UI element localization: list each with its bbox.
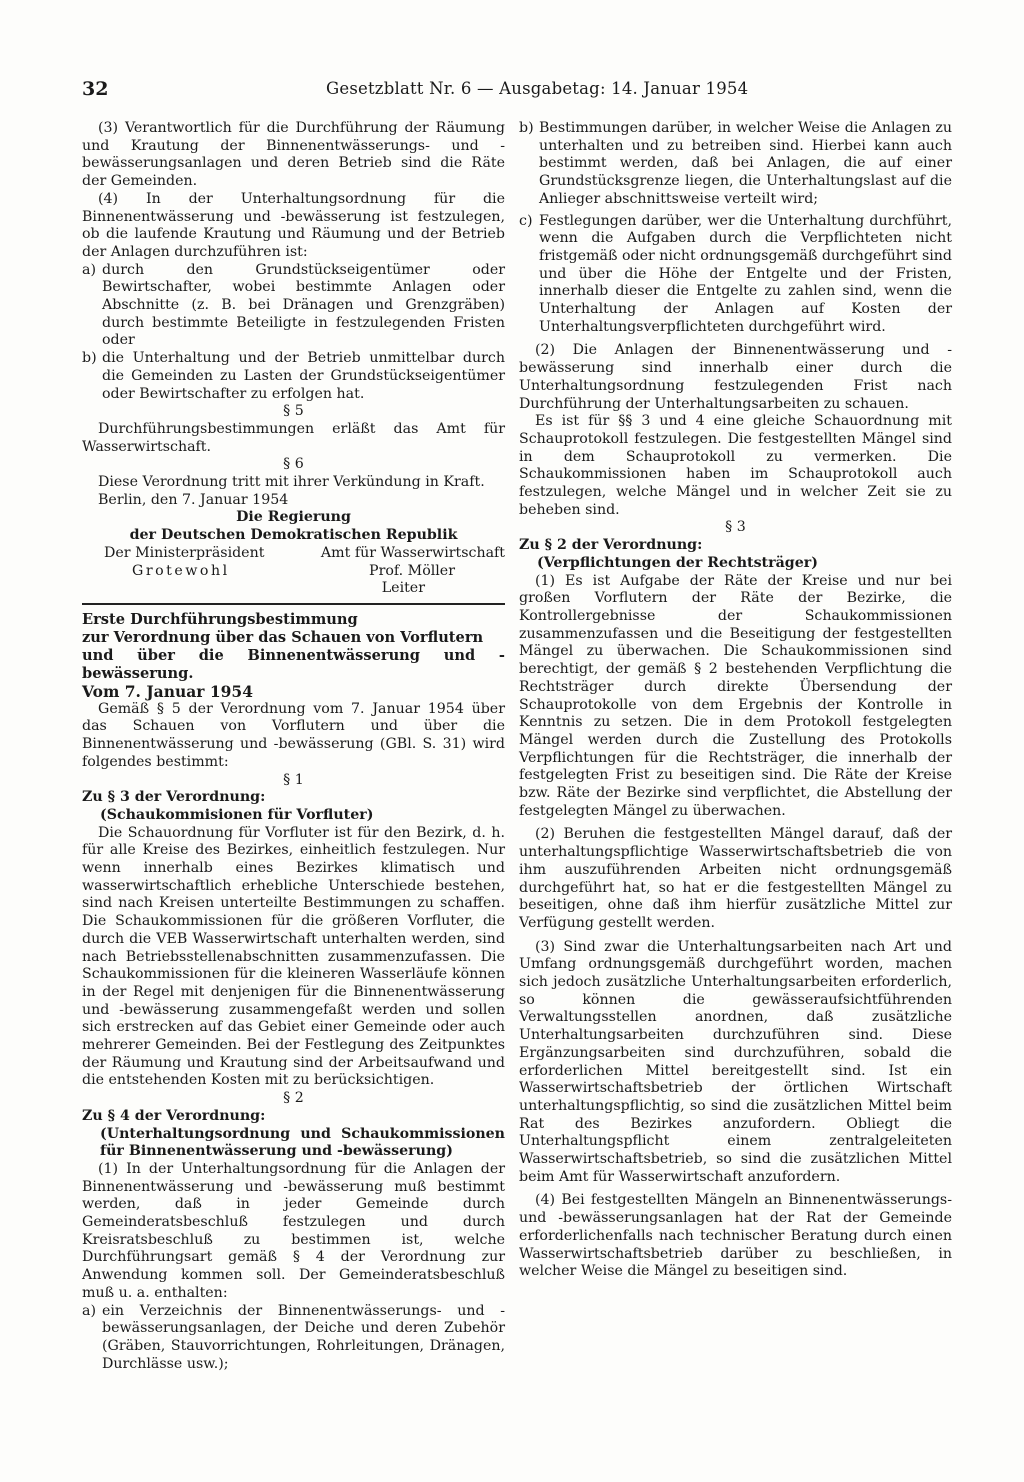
signatory-name-left: Grotewohl (132, 562, 230, 579)
list-text: Festlegungen darüber, wer die Unterhaltung durchführt, wenn die Aufgaben durch die Verpflichteten nicht fristgemäß oder nicht ordnungsgemäß durchgeführt sind und über die Höhe der Entgelte und der Fristen, innerhalb dieser die Entgelte zu zahlen sind, wenn die Unterhaltung der Anlagen auf Kosten der Unterhaltungsverpflichteten durchgeführt wird. (539, 212, 952, 335)
list-text: durch den Grundstückseigentümer oder Bewirtschafter, wobei bestimmte Anlagen oder Abschnitte (z. B. bei Dränagen und Grenzgräben) durch bestimmte Beteiligte in festzulegenden Fristen oder (102, 261, 505, 349)
paragraph-2-continued: Es ist für §§ 3 und 4 eine gleiche Schauordnung mit Schauprotokoll festzulegen. Die festgestellten Mängel sind in dem Schauprotokoll zu vermerken. Die Schaukommissionen haben im Schauprotokoll auch festzulegen, welche Mängel und in welcher Zeit sie zu beheben sind. (519, 413, 952, 518)
decree-section-3-reference: Zu § 2 der Verordnung: (519, 537, 703, 554)
paragraph-4: (4) In der Unterhaltungsordnung für die Binnenentwässerung und -bewässerung ist festzulegen, ob die laufende Krautung und Räumung und der Betrieb der Anlagen durchzuführen ist: (82, 190, 505, 260)
decree-section-1-subtitle: (Schaukommisionen für Vorfluter) (100, 806, 374, 823)
signature-row (82, 580, 505, 598)
decree-section-3-paragraph-1: (1) Es ist Aufgabe der Räte der Kreise und nur bei großen Vorflutern der Räte der Bezirke, die Kontrollergebnisse der Schaukommissionen zusammenzufassen und die Beseitigung der festgestellten Mängel zu überwachen. Die Schaukommissionen sind berechtigt, der gemäß § 2 bestehenden Verpflichtung die Rechtsträger durch direkte Übersendung der Schauprotokolle von dem Ergebnis der Kontrolle in Kenntnis zu setzen. Die in dem Protokoll festgelegten Mängel werden durch die Zustellung des Protokolls Verpflichtungen für die Rechtsträger, die innerhalb der festgelegten Frist zu beseitigen sind. Die Räte der Kreise bzw. Räte der Bezirke sind verpflichtet, die Abstellung der festgelegten Mängel zu überwachen. (519, 572, 952, 819)
signature-row (82, 563, 505, 581)
decree-section-3-subtitle: (Verpflichtungen der Rechtsträger) (537, 554, 818, 571)
decree-section-3-paragraph-2: (2) Beruhen die festgestellten Mängel darauf, daß der unterhaltungspflichtige Wasserwirtschaftsbetrieb die von ihm auszuführenden Arbeiten nicht ordnungsgemäß durchgeführt hat, so hat er die festgestellten Mängel zu beseitigen, ohne daß ihm hierfür zusätzliche Mittel zur Verfügung gestellt werden. (519, 826, 952, 931)
decree-title-line-2: zur Verordnung über das Schauen von Vorflutern (82, 628, 484, 646)
paragraph-3: (3) Verantwortlich für die Durchführung der Räumung und Krautung der Binnenentwässerungs- und -bewässerungsanlagen und deren Betrieb sind die Räte der Gemeinden. (82, 120, 505, 190)
signatory-title-left: Der Ministerpräsident (104, 544, 265, 561)
paragraph-2: (2) Die Anlagen der Binnenentwässerung und -bewässerung sind innerhalb einer durch die Unterhaltungsordnung festzulegenden Frist nach Durchführung der Unterhaltungsarbeiten zu schauen. (519, 342, 952, 412)
signatory-name-right: Prof. Möller (369, 562, 455, 579)
list-item (82, 1303, 505, 1374)
decree-section-3-paragraph-3: (3) Sind zwar die Unterhaltungsarbeiten nach Art und Umfang ordnungsgemäß durchgeführt worden, machen sich jedoch zusätzliche Unterhaltungsarbeiten erforderlich, so können die gewässeraufsichtführenden Verwaltungsstellen anordnen, daß zusätzliche Unterhaltungsarbeiten durchzuführen sind. Diese Ergänzungsarbeiten sind durchzuführen, sobald die erforderlichen Mittel bereitgestellt sind. Ist ein Wasserwirtschaftsbetrieb der örtlichen Wirtschaft unterhaltungspflichtig, so sind die zusätzlichen Mittel beim Rat des Bezirkes anzufordern. Obliegt die Unterhaltungspflicht einem zentralgeleiteten Wasserwirtschaftsbetrieb, so sind die zusätzlichen Mittel beim Amt für Wasserwirtschaft anzufordern. (519, 938, 952, 1185)
decree-section-2-reference: Zu § 4 der Verordnung: (82, 1107, 266, 1124)
place-date: Berlin, den 7. Januar 1954 (98, 491, 289, 508)
section-5-heading: § 5 (283, 403, 304, 420)
decree-section-2-subtitle: (Unterhaltungsordnung und Schaukommissionen für Binnenentwässerung und -bewässerung) (100, 1125, 505, 1160)
section-6-text: Diese Verordnung tritt mit ihrer Verkündung in Kraft. (98, 474, 485, 491)
left-column (82, 120, 505, 1373)
decree-section-2-paragraph-1: (1) In der Unterhaltungsordnung für die Anlagen der Binnenentwässerung und -bewässerung muß bestimmt werden, daß in jeder Gemeinde durch Gemeinderatsbeschluß festzulegen und durch Kreisratsbeschluß zu bestimmen ist, welche Durchführungsart gemäß § 4 der Verordnung zur Anwendung kommen soll. Der Gemeinderatsbeschluß muß u. a. enthalten: (82, 1160, 505, 1301)
signatory-role-right: Leiter (381, 580, 425, 597)
decree-section-1-reference: Zu § 3 der Verordnung: (82, 789, 266, 806)
list-item (82, 262, 505, 351)
list-item (519, 120, 952, 209)
section-5-text: Durchführungsbestimmungen erläßt das Amt für Wasserwirtschaft. (82, 420, 505, 455)
decree-section-1-heading: § 1 (283, 771, 304, 788)
government-line-2: der Deutschen Demokratischen Republik (129, 527, 458, 544)
decree-section-3-heading: § 3 (725, 519, 746, 536)
government-line-1: Die Regierung (236, 509, 351, 526)
list-label: c) (519, 212, 533, 229)
list-item (519, 213, 952, 337)
list-text: die Unterhaltung und der Betrieb unmittelbar durch die Gemeinden zu Lasten der Grundstückseigentümer oder Bewirtschafter zu erfolgen hat. (102, 350, 505, 402)
list-text: ein Verzeichnis der Binnenentwässerungs- und -bewässerungsanlagen, der Deiche und deren Zubehör (Gräben, Stauvorrichtungen, Rohrleitungen, Dränagen, Durchlässe usw.); (102, 1302, 505, 1372)
decree-section-1-text: Die Schauordnung für Vorfluter ist für den Bezirk, d. h. für alle Kreise des Bezirkes, einheitlich festzulegen. Nur wenn innerhalb eines Bezirkes klimatisch und wasserwirtschaftlich erhebliche Unterschiede bestehen, sind nach Kreisen unterteilte Bestimmungen zu schaffen. Die Schaukommissionen für die größeren Vorfluter, die durch die VEB Wasserwirtschaft unterhalten werden, sind nach Betriebsstellenabschnitten zusammenzufassen. Die Schaukommissionen für die kleineren Wasserläufe können in der Regel mit denjenigen für die Binnenentwässerung und -bewässerung zusammengefaßt werden und sollen sich erstrecken auf das Gebiet einer Gemeinde oder auch mehrerer Gemeinden. Bei der Festlegung des Zeitpunktes der Räumung und Krautung sind der Arbeitsaufwand und die entstehenden Kosten mit zu berücksichtigen. (82, 824, 505, 1089)
right-column (519, 120, 952, 1281)
decree-intro: Gemäß § 5 der Verordnung vom 7. Januar 1954 über das Schauen von Vorflutern und über die Binnenentwässerung und -bewässerung (GBl. S. 31) wird folgendes bestimmt: (82, 700, 505, 770)
page-header-title: Gesetzblatt Nr. 6 — Ausgabetag: 14. Januar 1954 (326, 79, 749, 98)
section-6-heading: § 6 (283, 456, 304, 473)
list-label: a) (82, 1302, 96, 1319)
decree-title-line-1: Erste Durchführungsbestimmung (82, 610, 358, 628)
list-label: a) (82, 261, 96, 278)
signatory-title-right: Amt für Wasserwirtschaft (320, 544, 505, 561)
list-text: Bestimmungen darüber, in welcher Weise die Anlagen zu unterhalten und zu betreiben sind. Hierbei kann auch bestimmt werden, daß bei Anlagen, die auf einer Grundstücksgrenze liegen, die Unterhaltungslast auf die Anlieger abschnittsweise verteilt wird; (539, 120, 952, 207)
divider (82, 603, 505, 605)
list-label: b) (82, 350, 97, 367)
page-number: 32 (82, 78, 109, 100)
decree-title-line-3: und über die Binnenentwässerung und -bewässerung. (82, 646, 505, 682)
list-item (82, 350, 505, 403)
signature-row (82, 545, 505, 563)
decree-date: Vom 7. Januar 1954 (82, 681, 253, 701)
list-label: b) (519, 120, 534, 136)
decree-section-2-heading: § 2 (283, 1090, 304, 1107)
decree-section-3-paragraph-4: (4) Bei festgestellten Mängeln an Binnenentwässerungs- und -bewässerungsanlagen hat der Rat der Gemeinde erforderlichenfalls nach technischer Beratung durch einen Wasserwirtschaftsbetrieb darüber zu beschließen, in welcher Weise die Mängel zu beseitigen sind. (519, 1192, 952, 1280)
